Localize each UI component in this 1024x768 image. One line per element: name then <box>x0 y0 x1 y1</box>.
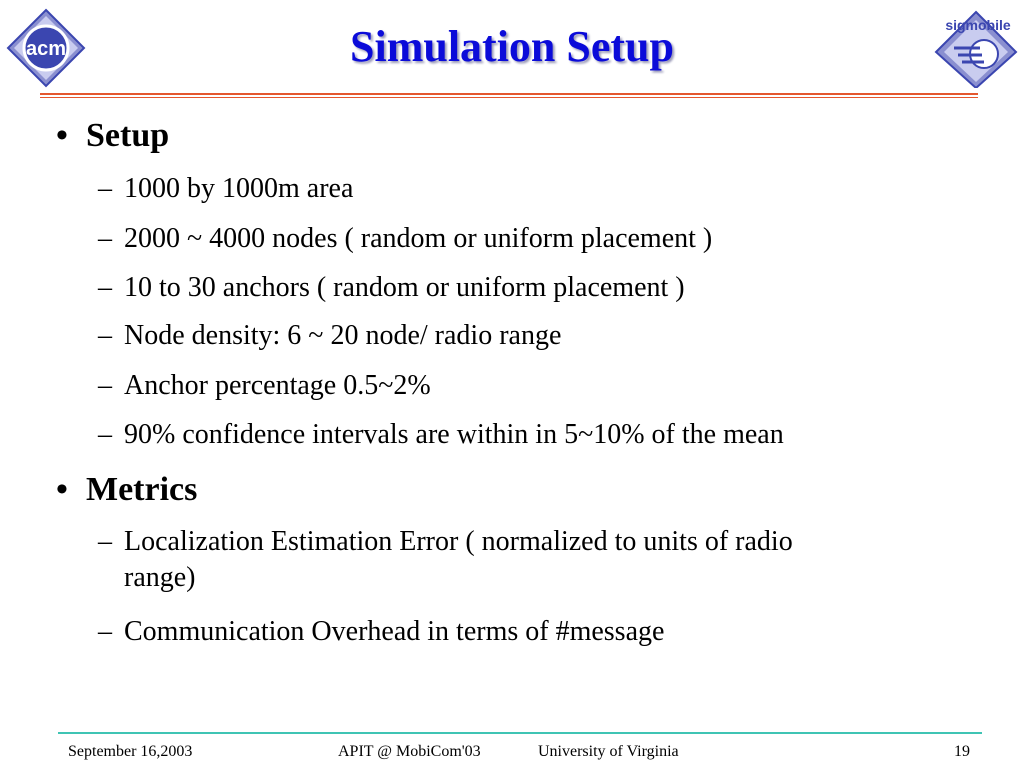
slide-title: Simulation Setup <box>350 22 674 71</box>
list-item: – Localization Estimation Error ( normalized to units of radio range) <box>98 526 793 593</box>
footer-institution: University of Virginia <box>538 743 679 760</box>
footer-divider <box>58 732 982 734</box>
section-heading-setup: • Setup <box>56 117 170 154</box>
list-item: – Anchor percentage 0.5~2% <box>98 370 431 401</box>
bullet: • <box>56 117 68 154</box>
footer-page-number: 19 <box>954 743 970 760</box>
list-item: – Communication Overhead in terms of #message <box>98 616 665 647</box>
title-divider-top <box>40 93 978 95</box>
title-divider-bottom <box>40 97 978 98</box>
footer-date: September 16,2003 <box>68 743 193 760</box>
sigmobile-logo-text: sigmobile <box>945 17 1011 33</box>
list-item: – 90% confidence intervals are within in 5~10% of the mean <box>98 419 784 450</box>
list-item: – 10 to 30 anchors ( random or uniform placement ) <box>98 272 685 303</box>
list-item: – Node density: 6 ~ 20 node/ radio range <box>98 320 562 351</box>
section-heading-metrics: • Metrics <box>56 471 198 508</box>
footer-conference: APIT @ MobiCom'03 <box>338 743 481 760</box>
list-item: – 1000 by 1000m area <box>98 173 354 204</box>
list-item: – 2000 ~ 4000 nodes ( random or uniform placement ) <box>98 223 713 254</box>
acm-logo-text: acm <box>25 38 67 60</box>
bullet: • <box>56 471 68 508</box>
